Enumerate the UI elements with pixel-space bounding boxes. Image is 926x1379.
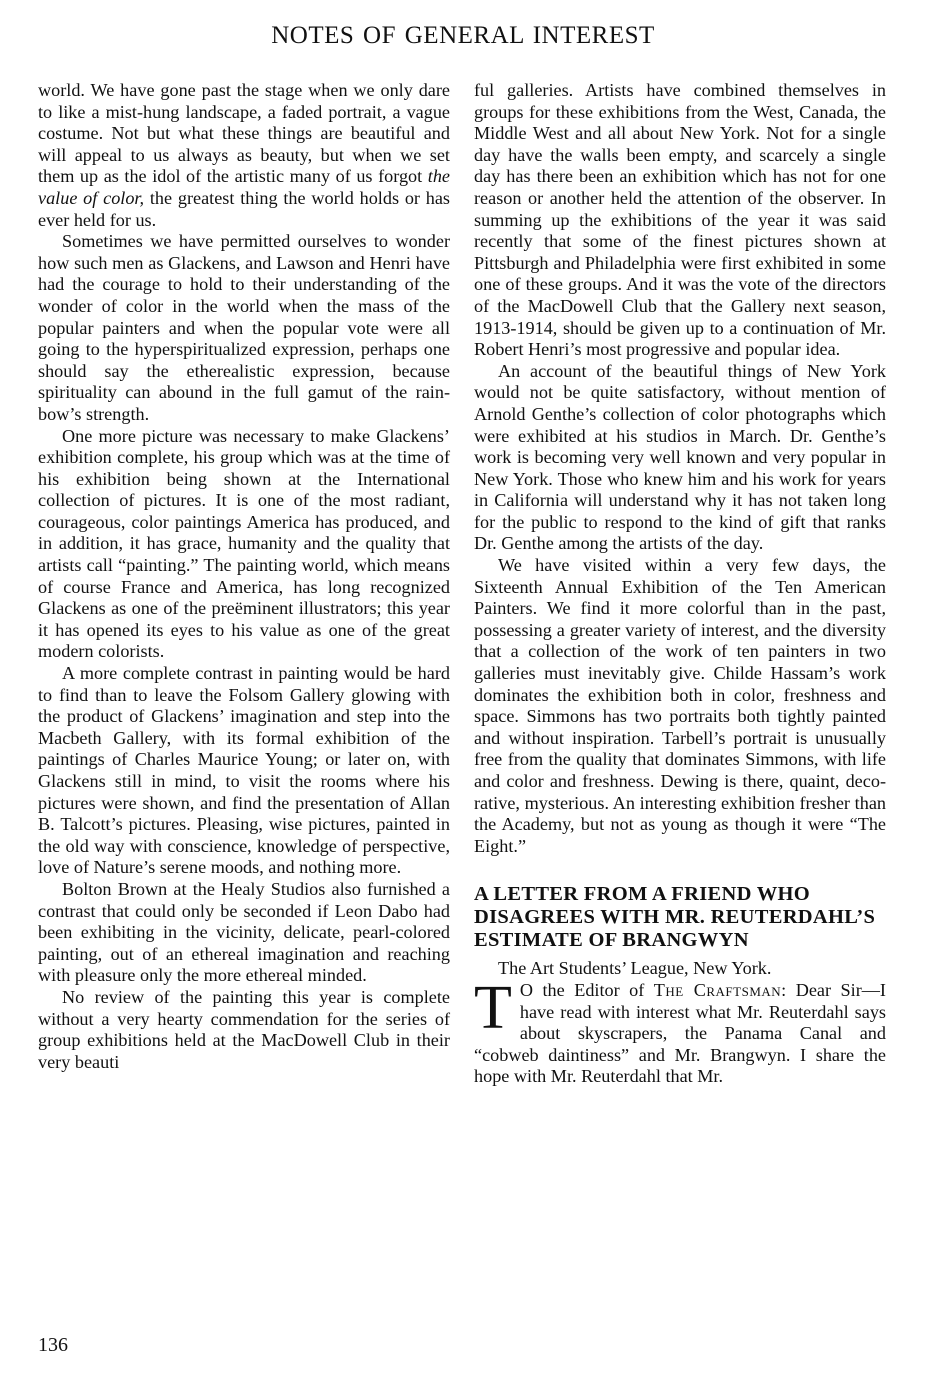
drop-cap: T bbox=[474, 973, 512, 1042]
article-heading: A LETTER FROM A FRIEND WHO DISAGREES WITH MR. REUTERDAHL’S ESTIMATE OF BRANGWYN bbox=[474, 883, 876, 952]
running-head: NOTES OF GENERAL INTEREST bbox=[271, 22, 655, 49]
paragraph: No review of the painting this year is complete without a very hearty commendation for the series of group exhibitions held at the MacDowell Club in their very beauti bbox=[38, 986, 450, 1072]
paragraph-text: O the Editor of bbox=[519, 979, 654, 1000]
letter-dateline: The Art Students’ League, New York. bbox=[498, 958, 772, 979]
paragraph: An account of the beautiful things of New York would not be quite satisfactory, without mention of Arnold Genthe’s collection of color photographs which were exhibited at his studios in March. Dr. Genthe’s work is becoming very well known and very popular in New York. Those who knew him and his work for years in California will understand why it has not taken long for the public to respond to the kind of gift that ranks Dr. Genthe among the artists of the day. bbox=[474, 360, 886, 554]
paragraph-text: : Dear Sir—I have read with interest what Mr. Reuterdahl says about skyscrapers, the Panama Canal and “cobweb daintiness” and Mr. Brangwyn. I share the hope with Mr. Reuterdahl that Mr. bbox=[474, 979, 886, 1087]
left-column bbox=[38, 80, 450, 1073]
letter-paragraph bbox=[474, 973, 886, 1088]
magazine-name: The Craftsman bbox=[653, 979, 782, 1000]
emphasis-text: the value of color, bbox=[38, 166, 450, 208]
right-column bbox=[474, 80, 886, 1088]
paragraph-text: world. We have gone past the stage when we only dare to like a mist-hung landscape, a faded portrait, a vague costume. Not but what these things are beautiful and will appeal to us always as beauty, but when we set them up as the idol of the artistic many of us forgot bbox=[38, 80, 450, 187]
paragraph bbox=[38, 80, 450, 231]
paragraph: A more complete contrast in painting would be hard to find than to leave the Folsom Gallery glowing with the product of Glackens’ imagination and step into the Macbeth Gallery, with its formal exhibition of the paintings of Charles Maurice Young; or later on, with Glackens still in mind, to visit the rooms where his pictures were shown, and find the presentation of Allan B. Talcott’s pictures. Pleasing, wise pictures, painted in the old way with conscience, knowledge of perspective, love of Nature’s serene moods, and nothing more. bbox=[38, 663, 450, 878]
paragraph: Bolton Brown at the Healy Studios also furnished a contrast that could only be seconded if Leon Dabo had been exhibiting in the vicinity, delicate, pearl-colored painting, out of an ethereal imagination and reaching with pleasure only the more ethereal minded. bbox=[38, 878, 450, 986]
paragraph: Sometimes we have permitted ourselves to wonder how such men as Glackens, and Lawson and Henri have had the courage to hold to their understanding of the wonder of color in the world when the mass of the popular painters and when the popular vote were all going to the hyperspiritualized expression, perhaps one should say the etherealistic expression, because spirituality can abound in the full gamut of the rainbow’s strength. bbox=[38, 231, 450, 424]
paragraph: We have visited within a very few days, the Sixteenth Annual Exhibition of the Ten American Painters. We find it more colorful than in the past, possessing a greater variety of interest, and the diversity that a collection of the work of ten painters in two galleries must inevitably give. Childe Hassam’s work dominates the exhibition both in color, freshness and space. Simmons has two portraits both tightly painted and without inspiration. Tarbell’s portrait is unusually free from the quality that dominates Simmons, with life and color and freshness. Dewing is there, quaint, decorative, mysterious. An interesting exhibition fresher than the Academy, but not as young as though it were “The Eight.” bbox=[474, 555, 886, 856]
paragraph-text: the greatest thing the world holds or has ever held for us. bbox=[38, 187, 451, 230]
paragraph: ful galleries. Artists have combined themselves in groups for these exhibitions from the West, Canada, the Middle West and all about New York. Not for a single day have the walls been empty, and scarcely a single day has there been an exhibition which has not for one reason or another held the attention of the observer. In summing up the exhibitions of the year it was said recently that some of the finest pictures shown at Pittsburgh and Philadelphia were first exhibited in some one of these groups. And it was the vote of the directors of the MacDowell Club that the Gallery next season, 1913-1914, should be given up to a continuation of Mr. Robert Henri’s most progressive and popular idea. bbox=[474, 80, 886, 360]
page-number: 136 bbox=[38, 1334, 68, 1356]
paragraph: One more picture was necessary to make Glackens’ exhibition complete, his group which was at the time of his exhibition being shown at the International collection of pictures. It is one of the most radiant, courageous, color paintings America has produced, and in addition, it has grace, humanity and the quality that artists call “painting.” The painting world, which means of course France and America, has long recognized Glackens as one of the preëminent illustrators; this year it has opened its eyes to his value as one of the great modern colorists. bbox=[38, 425, 450, 662]
